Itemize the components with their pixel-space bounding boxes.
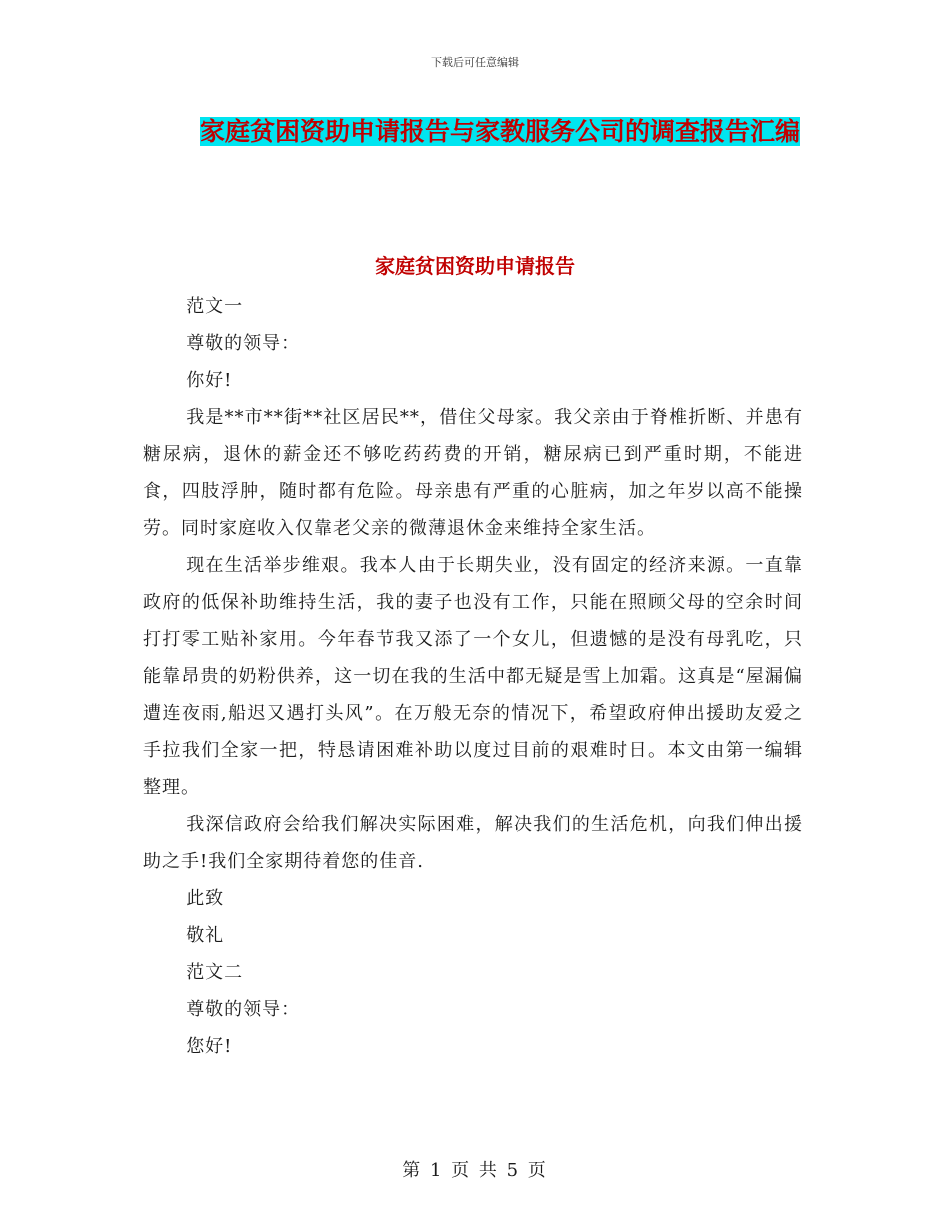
paragraph: 尊敬的领导：: [186, 333, 301, 354]
document-body: [143, 288, 803, 1065]
paragraph: 尊敬的领导：: [186, 999, 301, 1020]
header-note: 下载后可任意编辑: [431, 56, 519, 69]
paragraph: 我是**市**街**社区居民**，借住父母家。我父亲由于脊椎折断、并患有糖尿病，退休的薪金还不够吃药药费的开销，糖尿病已到严重时期，不能进食，四肢浮肿，随时都有危险。母亲患有严重的心脏病，加之年岁以高不能操劳。同时家庭收入仅靠老父亲的微薄退休金来维持全家生活。: [143, 407, 803, 539]
paragraph: 我深信政府会给我们解决实际困难，解决我们的生活危机，向我们伸出援助之手!我们全家期待着您的佳音.: [143, 814, 803, 872]
paragraph: 敬礼: [186, 925, 225, 946]
section-title: 家庭贫困资助申请报告: [375, 254, 575, 278]
paragraph: 范文二: [186, 962, 244, 983]
paragraph: 你好!: [186, 370, 233, 391]
page-footer: 第 1 页 共 5 页: [402, 1160, 548, 1181]
main-title-text: 家庭贫困资助申请报告与家教服务公司的调查报告汇编: [199, 117, 800, 146]
paragraph: 现在生活举步维艰。我本人由于长期失业，没有固定的经济来源。一直靠政府的低保补助维持生活，我的妻子也没有工作，只能在照顾父母的空余时间打打零工贴补家用。今年春节我又添了一个女儿，但遗憾的是没有母乳吃，只能靠昂贵的奶粉供养，这一切在我的生活中都无疑是雪上加霜。这真是“屋漏偏遭连夜雨,船迟又遇打头风”。在万般无奈的情况下，希望政府伸出援助友爱之手拉我们全家一把，特恳请困难补助以度过目前的艰难时日。本文由第一编辑整理。: [143, 555, 803, 798]
main-title: [180, 110, 820, 154]
paragraph: 您好!: [186, 1036, 233, 1057]
paragraph: 范文一: [186, 296, 244, 317]
paragraph: 此致: [186, 888, 225, 909]
